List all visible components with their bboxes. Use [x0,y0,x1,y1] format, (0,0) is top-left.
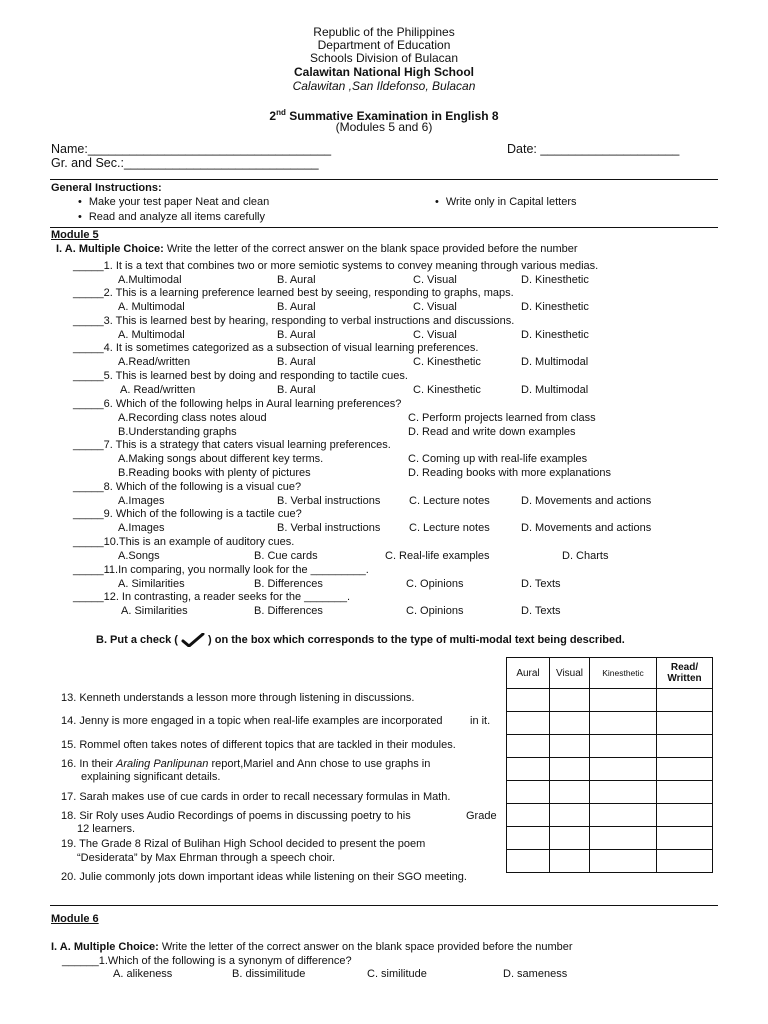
question-1: _____1. It is a text that combines two or more semiotic systems to convey meaning through various medias. [73,260,599,272]
check-cell[interactable] [550,850,590,873]
divider [50,905,718,906]
check-cell[interactable] [590,735,657,758]
choice-10d: D. Charts [562,550,609,562]
question-2: _____2. This is a learning preference learned best by seeing, responding to graphs, maps. [73,287,514,299]
choice-1b: B. Aural [277,274,316,286]
question-4: _____4. It is sometimes categorized as a subsection of visual learning preferences. [73,342,479,354]
question-9: _____9. Which of the following is a tactile cue? [73,508,302,520]
check-cell[interactable] [657,781,713,804]
m6-choice-1a: A. alikeness [113,968,173,980]
check-cell[interactable] [550,712,590,735]
checkmark-icon [181,633,205,647]
choice-4d: D. Multimodal [521,356,589,368]
check-cell[interactable] [590,781,657,804]
table-row [507,781,713,804]
statement-19: 19. The Grade 8 Rizal of Bulihan High School decided to present the poem [61,838,426,850]
choice-6c: C. Perform projects learned from class [408,412,596,424]
check-cell[interactable] [590,827,657,850]
choice-5b: B. Aural [277,384,316,396]
choice-10b: B. Cue cards [254,550,318,562]
choice-2c: C. Visual [413,301,457,313]
header-republic: Republic of the Philippines [313,25,455,39]
choice-6a: A.Recording class notes aloud [118,412,267,424]
choice-3c: C. Visual [413,329,457,341]
divider [50,227,718,228]
check-cell[interactable] [550,804,590,827]
question-5: _____5. This is learned best by doing and responding to tactile cues. [73,370,408,382]
check-cell[interactable] [507,850,550,873]
m5-part-a-instructions: I. A. Multiple Choice: Write the letter of the correct answer on the blank space provided before the number [56,243,578,255]
check-cell[interactable] [550,781,590,804]
choice-3a: A. Multimodal [118,329,185,341]
check-cell[interactable] [657,827,713,850]
check-table [506,657,713,873]
statement-18: 18. Sir Roly uses Audio Recordings of poems in discussing poetry to his [61,810,411,822]
m5-part-b-instructions: B. Put a check ( ) on the box which corresponds to the type of multi-modal text being described. [96,633,625,646]
statement-16: 16. In their Araling Panlipunan report,Mariel and Ann chose to use graphs in [61,758,431,770]
header-department: Department of Education [317,38,451,52]
choice-2a: A. Multimodal [118,301,185,313]
choice-9c: C. Lecture notes [409,522,490,534]
m6-choice-1c: C. similitude [367,968,427,980]
table-row [507,689,713,712]
choice-6b: B.Understanding graphs [118,426,237,438]
statement-14: 14. Jenny is more engaged in a topic when real-life examples are incorporated [61,715,443,727]
instruction-1: • Make your test paper Neat and clean [78,196,269,209]
question-12: _____12. In contrasting, a reader seeks for the _______. [73,591,351,603]
check-cell[interactable] [507,735,550,758]
check-cell[interactable] [590,689,657,712]
instruction-3: • Write only in Capital letters [435,196,576,209]
table-row [507,827,713,850]
check-cell[interactable] [507,804,550,827]
statement-13: 13. Kenneth understands a lesson more through listening in discussions. [61,692,415,704]
check-cell[interactable] [590,712,657,735]
check-cell[interactable] [507,827,550,850]
table-row [507,712,713,735]
choice-5c: C. Kinesthetic [413,384,481,396]
check-cell[interactable] [550,735,590,758]
check-cell[interactable] [590,804,657,827]
choice-9b: B. Verbal instructions [277,522,381,534]
statement-17: 17. Sarah makes use of cue cards in order to recall necessary formulas in Math. [61,791,451,803]
divider [50,179,718,180]
grade-section-field[interactable]: Gr. and Sec.:____________________________ [51,156,319,170]
statement-16-cont: explaining significant details. [81,771,221,783]
question-8: _____8. Which of the following is a visual cue? [73,481,302,493]
table-row [507,758,713,781]
check-cell[interactable] [550,689,590,712]
date-field[interactable]: Date: ____________________ [507,142,680,156]
check-cell[interactable] [507,712,550,735]
statement-20: 20. Julie commonly jots down important ideas while listening on their SGO meeting. [61,871,467,883]
choice-5a: A. Read/written [120,384,196,396]
exam-title: 2nd Summative Examination in English 8 [269,108,499,123]
check-cell[interactable] [507,758,550,781]
check-cell[interactable] [657,850,713,873]
statement-15: 15. Rommel often takes notes of different topics that are tackled in their modules. [61,739,456,751]
choice-11c: C. Opinions [406,578,464,590]
question-10: _____10.This is an example of auditory cues. [73,536,295,548]
check-cell[interactable] [590,850,657,873]
choice-7b: B.Reading books with plenty of pictures [118,467,311,479]
header-division: Schools Division of Bulacan [309,51,459,65]
question-3: _____3. This is learned best by hearing, responding to verbal instructions and discussions. [73,315,515,327]
choice-1c: C. Visual [413,274,457,286]
choice-10c: C. Real-life examples [385,550,490,562]
choice-8d: D. Movements and actions [521,495,652,507]
check-cell[interactable] [657,689,713,712]
m6-choice-1b: B. dissimilitude [232,968,306,980]
choice-8a: A.Images [118,495,165,507]
choice-6d: D. Read and write down examples [408,426,576,438]
name-field[interactable]: Name:___________________________________ [51,142,332,156]
check-cell[interactable] [550,758,590,781]
choice-3d: D. Kinesthetic [521,329,589,341]
statement-18-grade: Grade [466,810,497,822]
check-cell[interactable] [657,758,713,781]
header-visual: Visual [550,658,590,689]
check-cell[interactable] [657,735,713,758]
m6-question-1: ______1.Which of the following is a synonym of difference? [62,955,352,967]
module-5-label: Module 5 [51,229,99,241]
choice-7c: C. Coming up with real-life examples [408,453,588,465]
school-address: Calawitan ,San Ildefonso, Bulacan [292,79,476,93]
choice-12c: C. Opinions [406,605,464,617]
choice-12d: D. Texts [521,605,561,617]
check-cell[interactable] [590,758,657,781]
check-cell[interactable] [507,781,550,804]
header-kinesthetic: Kinesthetic [590,658,657,689]
choice-11d: D. Texts [521,578,561,590]
choice-1a: A.Multimodal [118,274,182,286]
statement-14-end: in it. [470,715,491,727]
instructions-title: General Instructions: [51,182,162,194]
choice-9d: D. Movements and actions [521,522,652,534]
check-cell[interactable] [507,689,550,712]
choice-4c: C. Kinesthetic [413,356,481,368]
table-row [507,735,713,758]
module-6-label: Module 6 [51,913,99,925]
question-7: _____7. This is a strategy that caters visual learning preferences. [73,439,391,451]
choice-1d: D. Kinesthetic [521,274,589,286]
statement-19-cont: “Desiderata” by Max Ehrman through a speech choir. [77,852,336,864]
choice-10a: A.Songs [118,550,160,562]
question-11: _____11.In comparing, you normally look for the _________. [73,564,369,576]
choice-8c: C. Lecture notes [409,495,490,507]
instruction-2: • Read and analyze all items carefully [78,211,265,224]
choice-7d: D. Reading books with more explanations [408,467,612,479]
choice-11b: B. Differences [254,578,323,590]
choice-9a: A.Images [118,522,165,534]
choice-12b: B. Differences [254,605,323,617]
question-6: _____6. Which of the following helps in Aural learning preferences? [73,398,402,410]
choice-3b: B. Aural [277,329,316,341]
choice-7a: A.Making songs about different key terms. [118,453,324,465]
choice-11a: A. Similarities [118,578,185,590]
header-aural: Aural [507,658,550,689]
choice-4b: B. Aural [277,356,316,368]
table-row [507,850,713,873]
school-name: Calawitan National High School [293,65,475,79]
exam-modules: (Modules 5 and 6) [335,120,433,134]
table-row [507,804,713,827]
choice-4a: A.Read/written [118,356,191,368]
check-cell[interactable] [657,712,713,735]
choice-2b: B. Aural [277,301,316,313]
check-cell[interactable] [550,827,590,850]
choice-5d: D. Multimodal [521,384,589,396]
choice-8b: B. Verbal instructions [277,495,381,507]
statement-18-cont: 12 learners. [77,823,136,835]
m6-part-a-instructions: I. A. Multiple Choice: Write the letter of the correct answer on the blank space provided before the number [51,941,573,953]
choice-12a: A. Similarities [121,605,188,617]
header-read-written: Read/ Written [657,658,713,689]
check-cell[interactable] [657,804,713,827]
m6-choice-1d: D. sameness [503,968,568,980]
choice-2d: D. Kinesthetic [521,301,589,313]
